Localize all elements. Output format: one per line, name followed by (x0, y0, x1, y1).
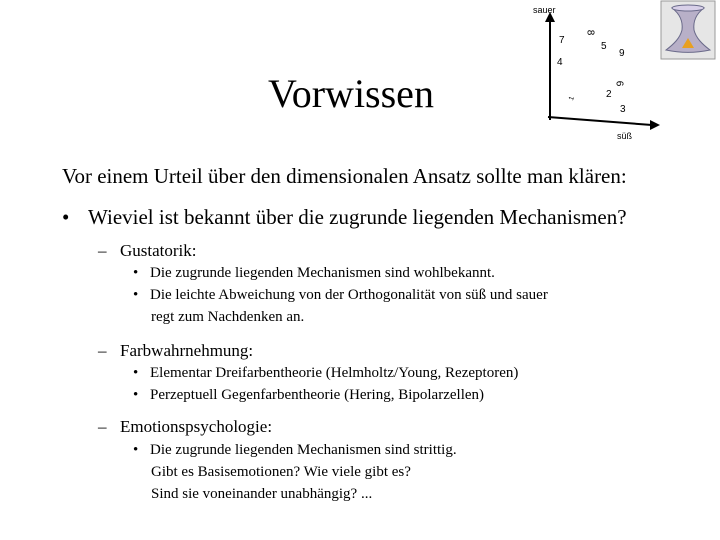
point-label: 5 (601, 41, 607, 52)
point-label: 3 (620, 104, 626, 115)
point-label: 2 (606, 89, 612, 100)
section-heading-gustatorik (98, 240, 197, 262)
section-heading-emotionspsychologie (98, 416, 272, 438)
taste-space-axes (530, 0, 660, 140)
point-label: 6 (613, 80, 625, 87)
section-item-continuation: Gibt es Basisemotionen? Wie viele gibt es? (151, 464, 411, 480)
vase-logo-icon (660, 0, 716, 60)
slide-title: Vorwissen (268, 71, 434, 116)
x-axis (548, 117, 652, 125)
section-heading-farbwahrnehmung (98, 340, 253, 362)
main-bullet-text: Wieviel ist bekannt über die zugrunde liegenden Mechanismen? (88, 205, 627, 229)
bullet-mark: • (133, 365, 139, 381)
bullet-mark: • (133, 442, 139, 458)
point-label: 1 (567, 95, 576, 102)
section-heading-text: Farbwahrnehmung: (120, 341, 254, 360)
section-item-text: Die zugrunde liegenden Mechanismen sind strittig. (150, 442, 457, 458)
point-label: 8 (584, 29, 596, 36)
logo-vase-rim (672, 5, 704, 11)
section-item-text: Die zugrunde liegenden Mechanismen sind wohlbekannt. (150, 265, 495, 281)
bullet-mark: • (133, 387, 139, 403)
section-item-continuation: regt zum Nachdenken an. (151, 309, 305, 325)
section-heading-text: Gustatorik: (120, 241, 197, 260)
section-heading-text: Emotionspsychologie: (120, 417, 273, 436)
dash-mark: – (98, 341, 107, 360)
point-label: 4 (557, 57, 563, 68)
y-axis-label: sauer (533, 5, 556, 15)
dash-mark: – (98, 241, 107, 260)
section-item-continuation: Sind sie voneinander unabhängig? ... (151, 486, 373, 502)
taste-space-diagram (530, 0, 660, 140)
main-bullet (62, 204, 627, 230)
section-item (133, 364, 518, 383)
bullet-mark: • (133, 287, 139, 303)
bullet-mark: • (133, 265, 139, 281)
dash-mark: – (98, 417, 107, 436)
section-item (133, 441, 457, 460)
bullet-mark: • (62, 205, 70, 229)
intro-text: Vor einem Urteil über den dimensionalen Ansatz sollte man klären: (62, 164, 627, 188)
x-axis-arrow (650, 120, 660, 130)
point-label: 7 (559, 35, 565, 46)
section-item-text: Perzeptuell Gegenfarbentheorie (Hering, Bipolarzellen) (150, 387, 485, 403)
section-item (133, 386, 484, 405)
x-axis-label: süß (617, 131, 633, 141)
section-item-text: Elementar Dreifarbentheorie (Helmholtz/Young, Rezeptoren) (150, 365, 519, 381)
section-item (133, 286, 548, 305)
section-item (133, 264, 495, 283)
point-label: 9 (619, 48, 625, 59)
logo-image (660, 0, 716, 60)
section-item-text: Die leichte Abweichung von der Orthogonalität von süß und sauer (150, 287, 548, 303)
